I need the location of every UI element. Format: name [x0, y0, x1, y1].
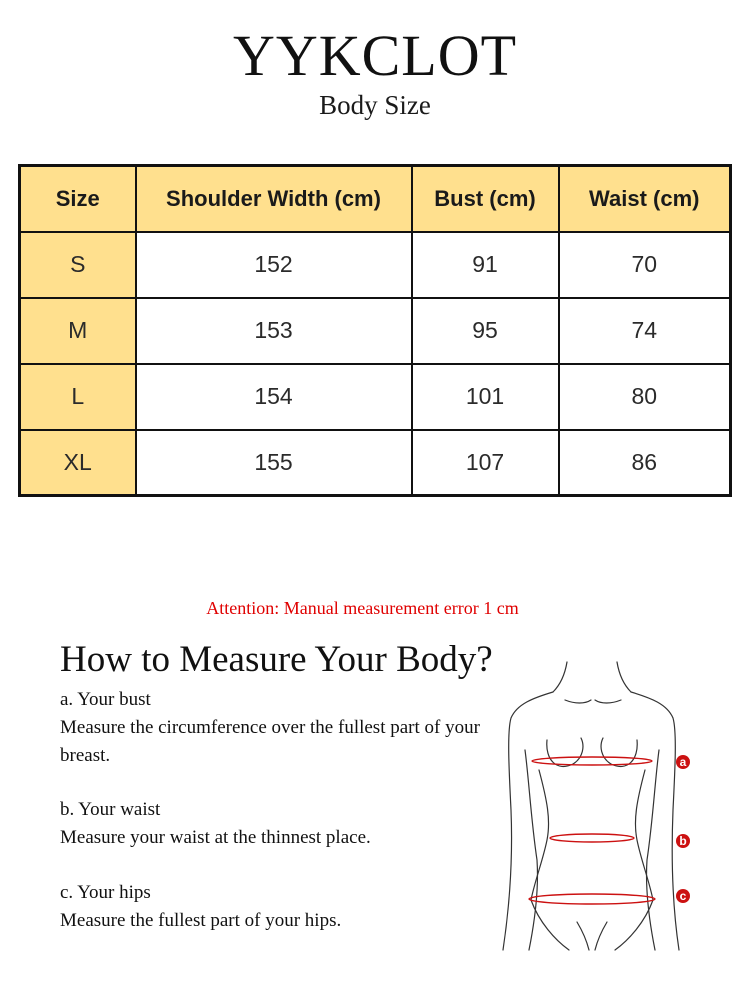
column-header-shoulder-width: Shoulder Width (cm)	[136, 166, 412, 232]
instruction-waist	[60, 796, 480, 852]
svg-text:b: b	[679, 834, 687, 848]
instruction-bust	[60, 686, 480, 770]
size-cell: L	[20, 364, 136, 430]
instruction-hips	[60, 879, 480, 935]
size-cell: M	[20, 298, 136, 364]
size-cell: S	[20, 232, 136, 298]
shoulder-width-cell: 154	[136, 364, 412, 430]
bust-cell: 101	[412, 364, 559, 430]
waist-cell: 70	[559, 232, 731, 298]
bust-cell: 91	[412, 232, 559, 298]
page-subtitle: Body Size	[319, 90, 431, 120]
bust-cell: 107	[412, 430, 559, 496]
waist-cell: 80	[559, 364, 731, 430]
waist-cell: 86	[559, 430, 731, 496]
svg-text:c: c	[679, 889, 687, 903]
table-row	[20, 232, 731, 298]
marker-b	[676, 834, 690, 848]
body-outline-icon	[495, 660, 710, 955]
marker-a	[676, 755, 690, 769]
table-header-row	[20, 166, 731, 232]
svg-text:a: a	[679, 755, 687, 769]
marker-c	[676, 889, 690, 903]
table-row	[20, 364, 731, 430]
waist-cell: 74	[559, 298, 731, 364]
instruction-text: Measure the fullest part of your hips.	[60, 910, 342, 931]
table-row	[20, 298, 731, 364]
instruction-heading: a. Your bust	[60, 689, 151, 710]
brand-title: YYKCLOT	[232, 23, 518, 88]
guide-title: How to Measure Your Body?	[60, 639, 493, 680]
attention-note: Attention: Manual measurement error 1 cm	[206, 598, 519, 618]
column-header-size: Size	[20, 166, 136, 232]
size-cell: XL	[20, 430, 136, 496]
table-row	[20, 430, 731, 496]
column-header-waist: Waist (cm)	[559, 166, 731, 232]
instruction-text: Measure the circumference over the fullest part of your breast.	[60, 717, 480, 766]
instruction-heading: c. Your hips	[60, 882, 151, 903]
shoulder-width-cell: 155	[136, 430, 412, 496]
shoulder-width-cell: 152	[136, 232, 412, 298]
size-table	[18, 164, 732, 497]
instruction-heading: b. Your waist	[60, 799, 161, 820]
bust-cell: 95	[412, 298, 559, 364]
shoulder-width-cell: 153	[136, 298, 412, 364]
column-header-bust: Bust (cm)	[412, 166, 559, 232]
instruction-text: Measure your waist at the thinnest place.	[60, 827, 371, 848]
